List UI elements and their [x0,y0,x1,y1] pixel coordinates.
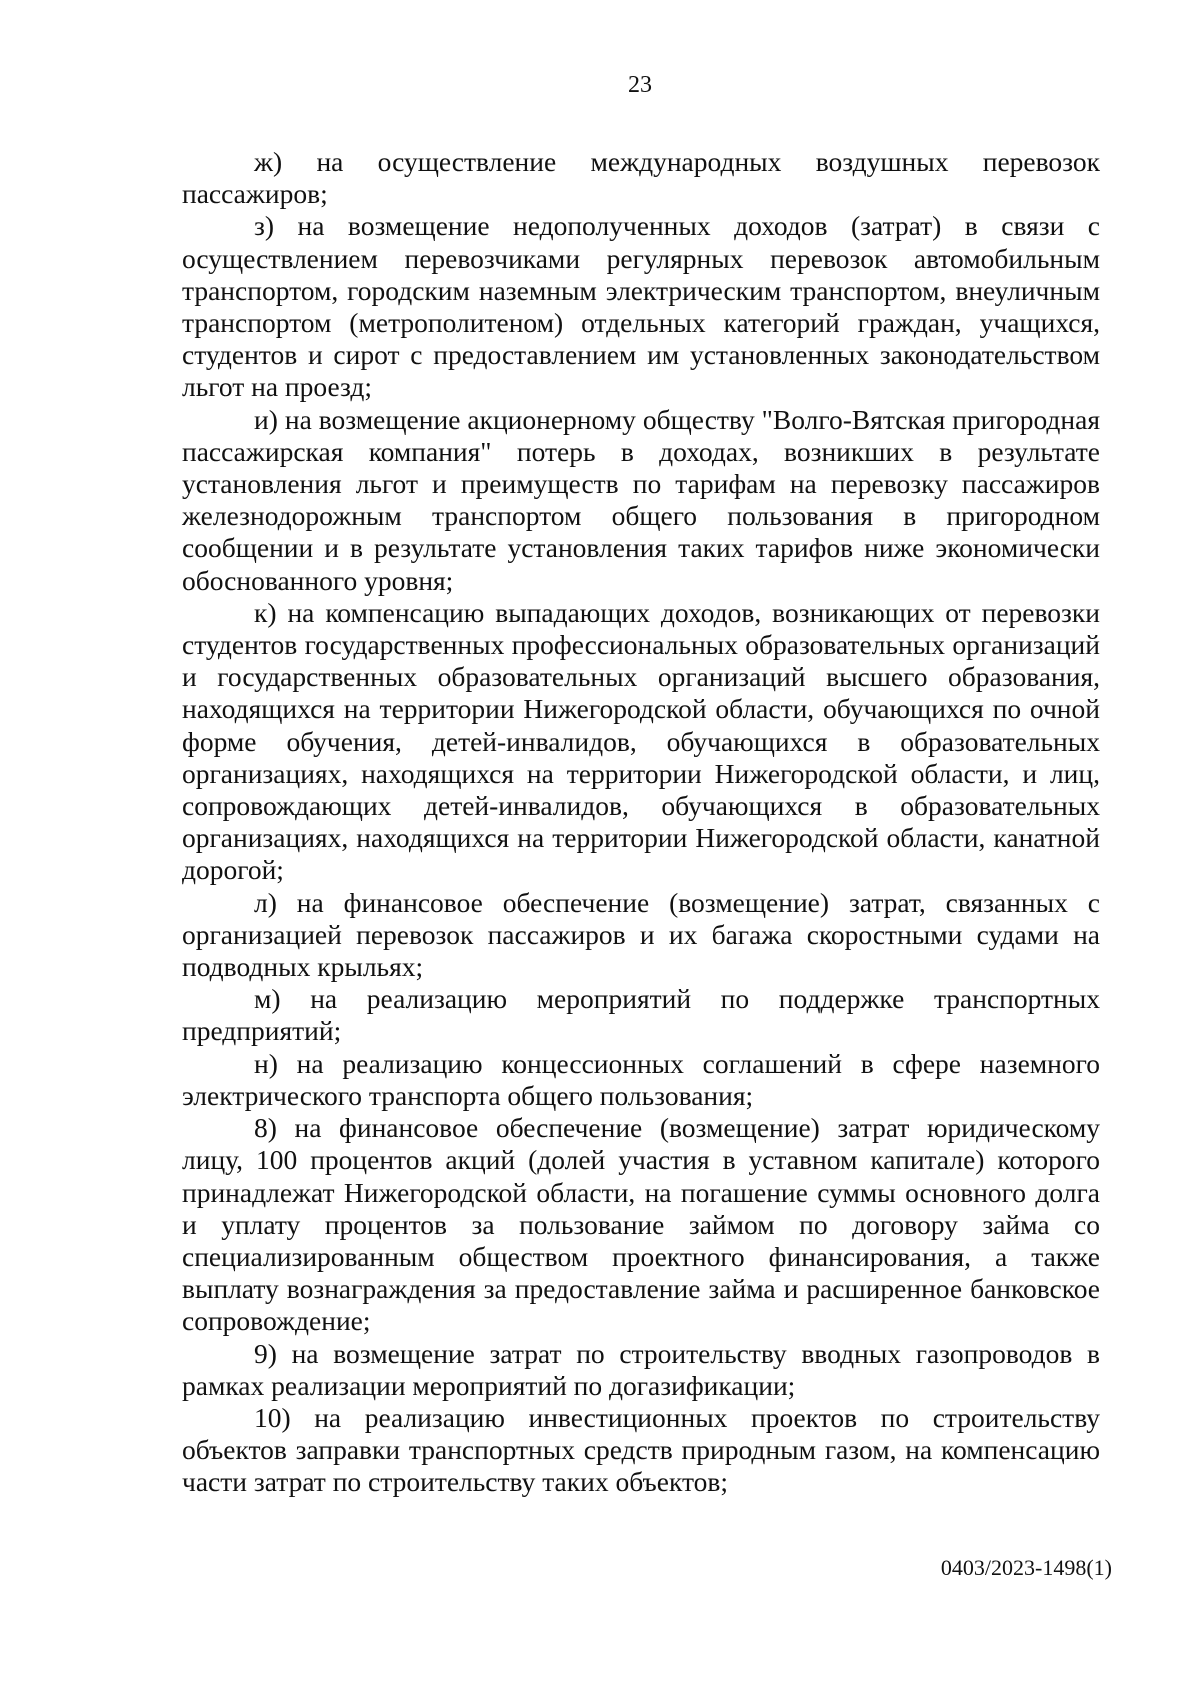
paragraph-l: л) на финансовое обеспечение (возмещение) затрат, связанных с организацией перевозок пассажиров и их багажа скоростными судами на подводных крыльях; [182,886,1100,983]
paragraph-z: з) на возмещение недополученных доходов (затрат) в связи с осуществлением перевозчиками регулярных перевозок автомобильным транспортом, городским наземным электрическим транспортом, внеуличным транспортом (метрополитеном) отдельных категорий граждан, учащихся, студентов и сирот с предоставлением им установленных законодательством льгот на проезд; [182,210,1100,403]
paragraph-zh: ж) на осуществление международных воздушных перевозок пассажиров; [182,146,1100,210]
paragraph-k: к) на компенсацию выпадающих доходов, возникающих от перевозки студентов государственных профессиональных образовательных организаций и государственных образовательных организаций высшего образования, находящихся на территории Нижегородской области, обучающихся по очной форме обучения, детей-инвалидов, обучающихся в образовательных организациях, находящихся на территории Нижегородской области, и лиц, сопровождающих детей-инвалидов, обучающихся в образовательных организациях, находящихся на территории Нижегородской области, канатной дорогой; [182,596,1100,886]
document-body [182,146,1100,1499]
page-number: 23 [628,72,652,98]
document-registration-code: 0403/2023-1498(1) [940,1555,1112,1580]
paragraph-10: 10) на реализацию инвестиционных проектов по строительству объектов заправки транспортных средств природным газом, на компенсацию части затрат по строительству таких объектов; [182,1401,1100,1498]
paragraph-8: 8) на финансовое обеспечение (возмещение) затрат юридическому лицу, 100 процентов акций (долей участия в уставном капитале) которого принадлежат Нижегородской области, на погашение суммы основного долга и уплату процентов за пользование займом по договору займа со специализированным обществом проектного финансирования, а также выплату вознаграждения за предоставление займа и расширенное банковское сопровождение; [182,1112,1100,1337]
paragraph-n: н) на реализацию концессионных соглашений в сфере наземного электрического транспорта общего пользования; [182,1047,1100,1111]
paragraph-m: м) на реализацию мероприятий по поддержке транспортных предприятий; [182,983,1100,1047]
paragraph-9: 9) на возмещение затрат по строительству вводных газопроводов в рамках реализации мероприятий по догазификации; [182,1337,1100,1401]
paragraph-i: и) на возмещение акционерному обществу "Волго-Вятская пригородная пассажирская компания" потерь в доходах, возникших в результате установления льгот и преимуществ по тарифам на перевозку пассажиров железнодорожным транспортом общего пользования в пригородном сообщении и в результате установления таких тарифов ниже экономически обоснованного уровня; [182,403,1100,596]
